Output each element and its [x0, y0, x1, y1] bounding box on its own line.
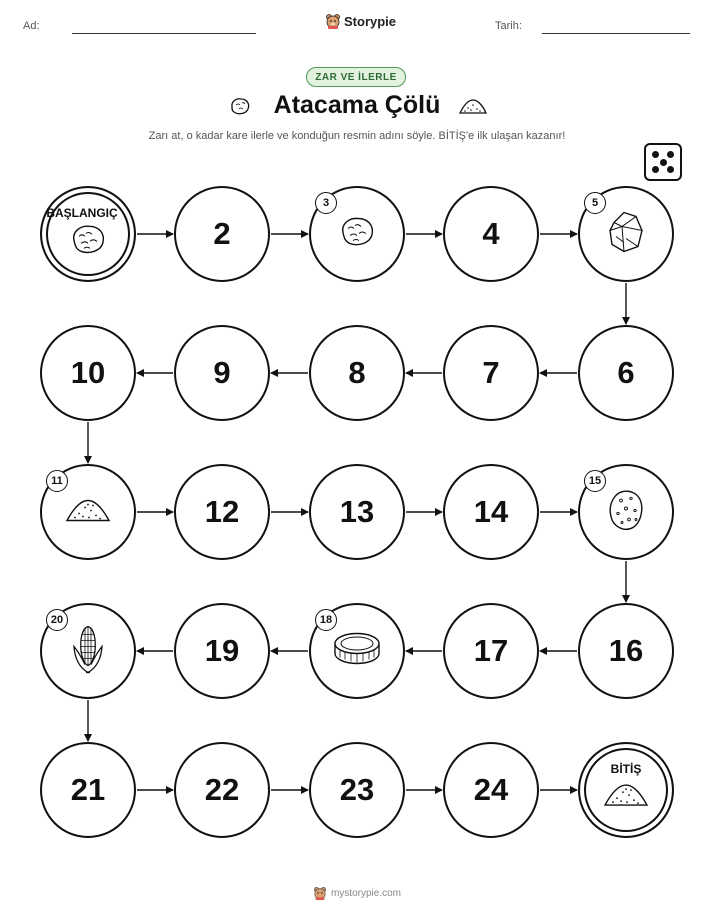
sand-pile-icon: [603, 780, 649, 813]
space-number: 9: [213, 355, 231, 390]
space-number: 8: [348, 355, 366, 390]
finish-label: BİTİŞ: [610, 762, 642, 776]
space-number: 2: [213, 216, 231, 251]
sand-pile-icon: [65, 496, 111, 529]
board-space-6: [578, 325, 674, 421]
space-number: 23: [339, 772, 375, 807]
board-space-14: [443, 464, 539, 560]
board-space-4: [443, 186, 539, 282]
board-space-10: [40, 325, 136, 421]
space-number-tag: 15: [584, 470, 606, 492]
board-space-2: [174, 186, 270, 282]
porous-stone-icon: [607, 487, 645, 538]
board-space-18: [309, 603, 405, 699]
board-space-21: [40, 742, 136, 838]
corn-icon: [71, 623, 105, 680]
board-space-3: [309, 186, 405, 282]
space-number: 12: [204, 494, 240, 529]
board-space-7: [443, 325, 539, 421]
space-number: 24: [473, 772, 509, 807]
board-space-11: [40, 464, 136, 560]
space-number: 21: [70, 772, 106, 807]
activity-badge: ZAR VE İLERLE: [306, 67, 406, 87]
board-space-17: [443, 603, 539, 699]
board-space-8: [309, 325, 405, 421]
crystal-rock-icon: [606, 209, 646, 260]
finish-space: [578, 742, 674, 838]
board-space-24: [443, 742, 539, 838]
board-space-20: [40, 603, 136, 699]
pebble-icon: [69, 222, 107, 261]
space-number: 6: [617, 355, 635, 390]
date-label: Tarih:: [495, 20, 522, 32]
board-space-16: [578, 603, 674, 699]
coin-icon: [332, 630, 382, 673]
board-space-19: [174, 603, 270, 699]
brand-name: Storypie: [344, 13, 397, 29]
start-space: [40, 186, 136, 282]
start-label: BAŞLANGIÇ: [46, 206, 118, 220]
footer: [0, 886, 714, 900]
space-number-tag: 3: [315, 192, 337, 214]
board-space-5: [578, 186, 674, 282]
pebble-icon: [338, 215, 376, 254]
space-number-tag: 5: [584, 192, 606, 214]
space-number-tag: 18: [315, 609, 337, 631]
space-number: 17: [473, 633, 509, 668]
space-number-tag: 20: [46, 609, 68, 631]
board-space-22: [174, 742, 270, 838]
instructions: Zarı at, o kadar kare ilerle ve konduğun resmin adını söyle. BİTİŞ'e ilk ulaşan kazanır!: [148, 130, 566, 142]
space-number-tag: 11: [46, 470, 68, 492]
space-number: 7: [482, 355, 500, 390]
space-number: 16: [608, 633, 644, 668]
board-space-12: [174, 464, 270, 560]
bear-mascot-icon: [313, 886, 327, 900]
name-label: Ad:: [23, 20, 40, 32]
page-title: Atacama Çölü: [273, 91, 441, 119]
space-number: 22: [204, 772, 240, 807]
footer-url: mystorypie.com: [330, 887, 401, 899]
space-number: 19: [204, 633, 240, 668]
board-space-13: [309, 464, 405, 560]
space-number: 14: [473, 494, 509, 529]
board-space-9: [174, 325, 270, 421]
board-space-23: [309, 742, 405, 838]
space-number: 4: [482, 216, 500, 251]
space-number: 13: [339, 494, 375, 529]
space-number: 10: [70, 355, 106, 390]
board-space-15: [578, 464, 674, 560]
